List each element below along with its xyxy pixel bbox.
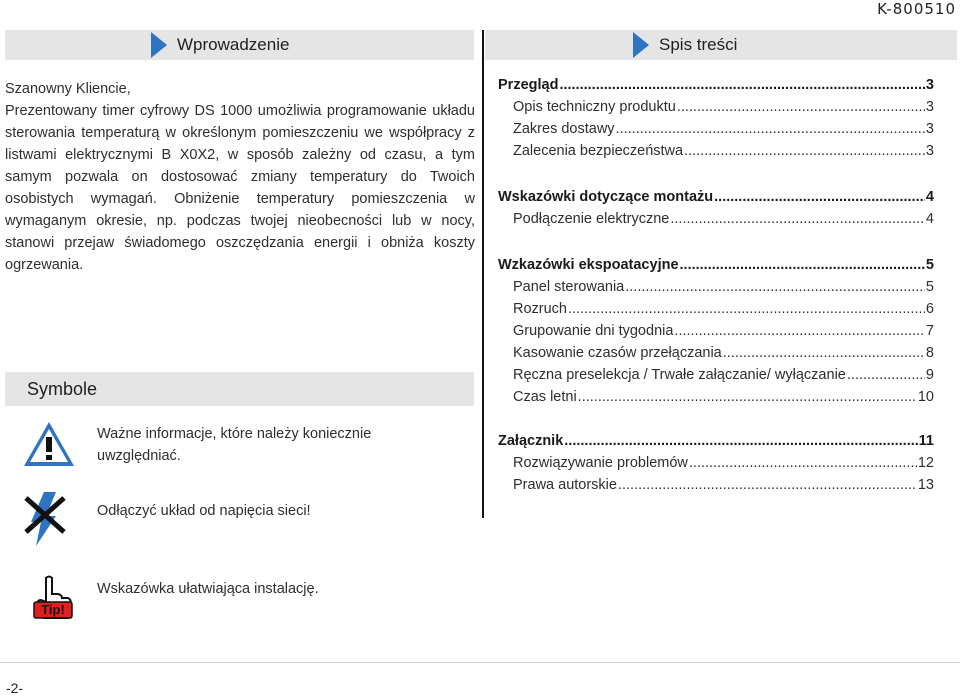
toc-item[interactable]: Kasowanie czasów przełączania ..... 8	[498, 342, 934, 364]
symbols-header	[5, 372, 474, 406]
toc-item[interactable]: Zalecenia bezpieczeństwa ..... 3	[498, 140, 934, 162]
toc-item[interactable]: Prawa autorskie ..... 13	[498, 474, 934, 496]
intro-title: Wprowadzenie	[177, 35, 290, 54]
symbol-warning-text: Ważne informacje, które należy koniecznie uwzględniać.	[97, 426, 372, 464]
toc-heading[interactable]: Przegląd ..... 3	[498, 74, 934, 96]
toc-group-4	[498, 430, 934, 496]
toc-item[interactable]: Ręczna preselekcja / Trwałe załączanie/ wyłączanie ..... 9	[498, 364, 934, 386]
toc-heading[interactable]: Załącznik ..... 11	[498, 430, 934, 452]
toc-header	[485, 30, 957, 60]
intro-body: Prezentowany timer cyfrowy DS 1000 umożliwia programowanie układu sterowania temperaturą w określonym pomieszczeniu we współpracy z listwami elektrycznymi B X0X2, w sposób zależny od czasu, a tym samym pozwala on dostosować zmiany temperatury do Twoich osobistych wymagań. Obniżenie temperatury pomieszczenia w wymaganym okresie, np. podczas twojej nieobecności lub w nocy, stanowi przejaw świadomego oszczędzania energii i obniża koszty ogrzewania.	[5, 103, 475, 273]
toc-item[interactable]: Grupowanie dni tygodnia ..... 7	[498, 320, 934, 342]
intro-header	[5, 30, 474, 60]
toc-item[interactable]: Rozwiązywanie problemów ..... 12	[498, 452, 934, 474]
toc-item[interactable]: Panel sterowania ..... 5	[498, 276, 934, 298]
disconnect-power-icon	[22, 490, 68, 548]
toc-group-2	[498, 186, 934, 230]
toc-item[interactable]: Czas letni ..... 10	[498, 386, 934, 408]
intro-greeting: Szanowny Kliencie,	[5, 81, 131, 97]
toc-item[interactable]: Opis techniczny produktu ..... 3	[498, 96, 934, 118]
header-arrow-icon	[151, 32, 167, 58]
toc-title: Spis treści	[659, 35, 738, 54]
toc-group-1	[498, 74, 934, 162]
toc-heading[interactable]: Wzkazówki ekspoatacyjne ..... 5	[498, 254, 934, 276]
page-number: -2-	[6, 680, 24, 696]
column-divider	[482, 30, 484, 518]
toc-item[interactable]: Rozruch ..... 6	[498, 298, 934, 320]
intro-text	[5, 78, 475, 276]
header-arrow-icon	[633, 32, 649, 58]
tip-icon-label: Tip!	[41, 602, 65, 617]
footer-rule	[0, 662, 960, 663]
model-code: K-800510	[877, 0, 956, 18]
warning-icon	[22, 420, 76, 468]
toc-heading[interactable]: Wskazówki dotyczące montażu ..... 4	[498, 186, 934, 208]
toc-group-3	[498, 254, 934, 408]
symbols-title: Symbole	[27, 378, 98, 399]
toc-item[interactable]: Zakres dostawy ..... 3	[498, 118, 934, 140]
symbol-tip-text: Wskazówka ułatwiająca instalację.	[97, 581, 319, 597]
toc-item[interactable]: Podłączenie elektryczne ..... 4	[498, 208, 934, 230]
symbol-disconnect-text: Odłączyć układ od napięcia sieci!	[97, 503, 311, 519]
